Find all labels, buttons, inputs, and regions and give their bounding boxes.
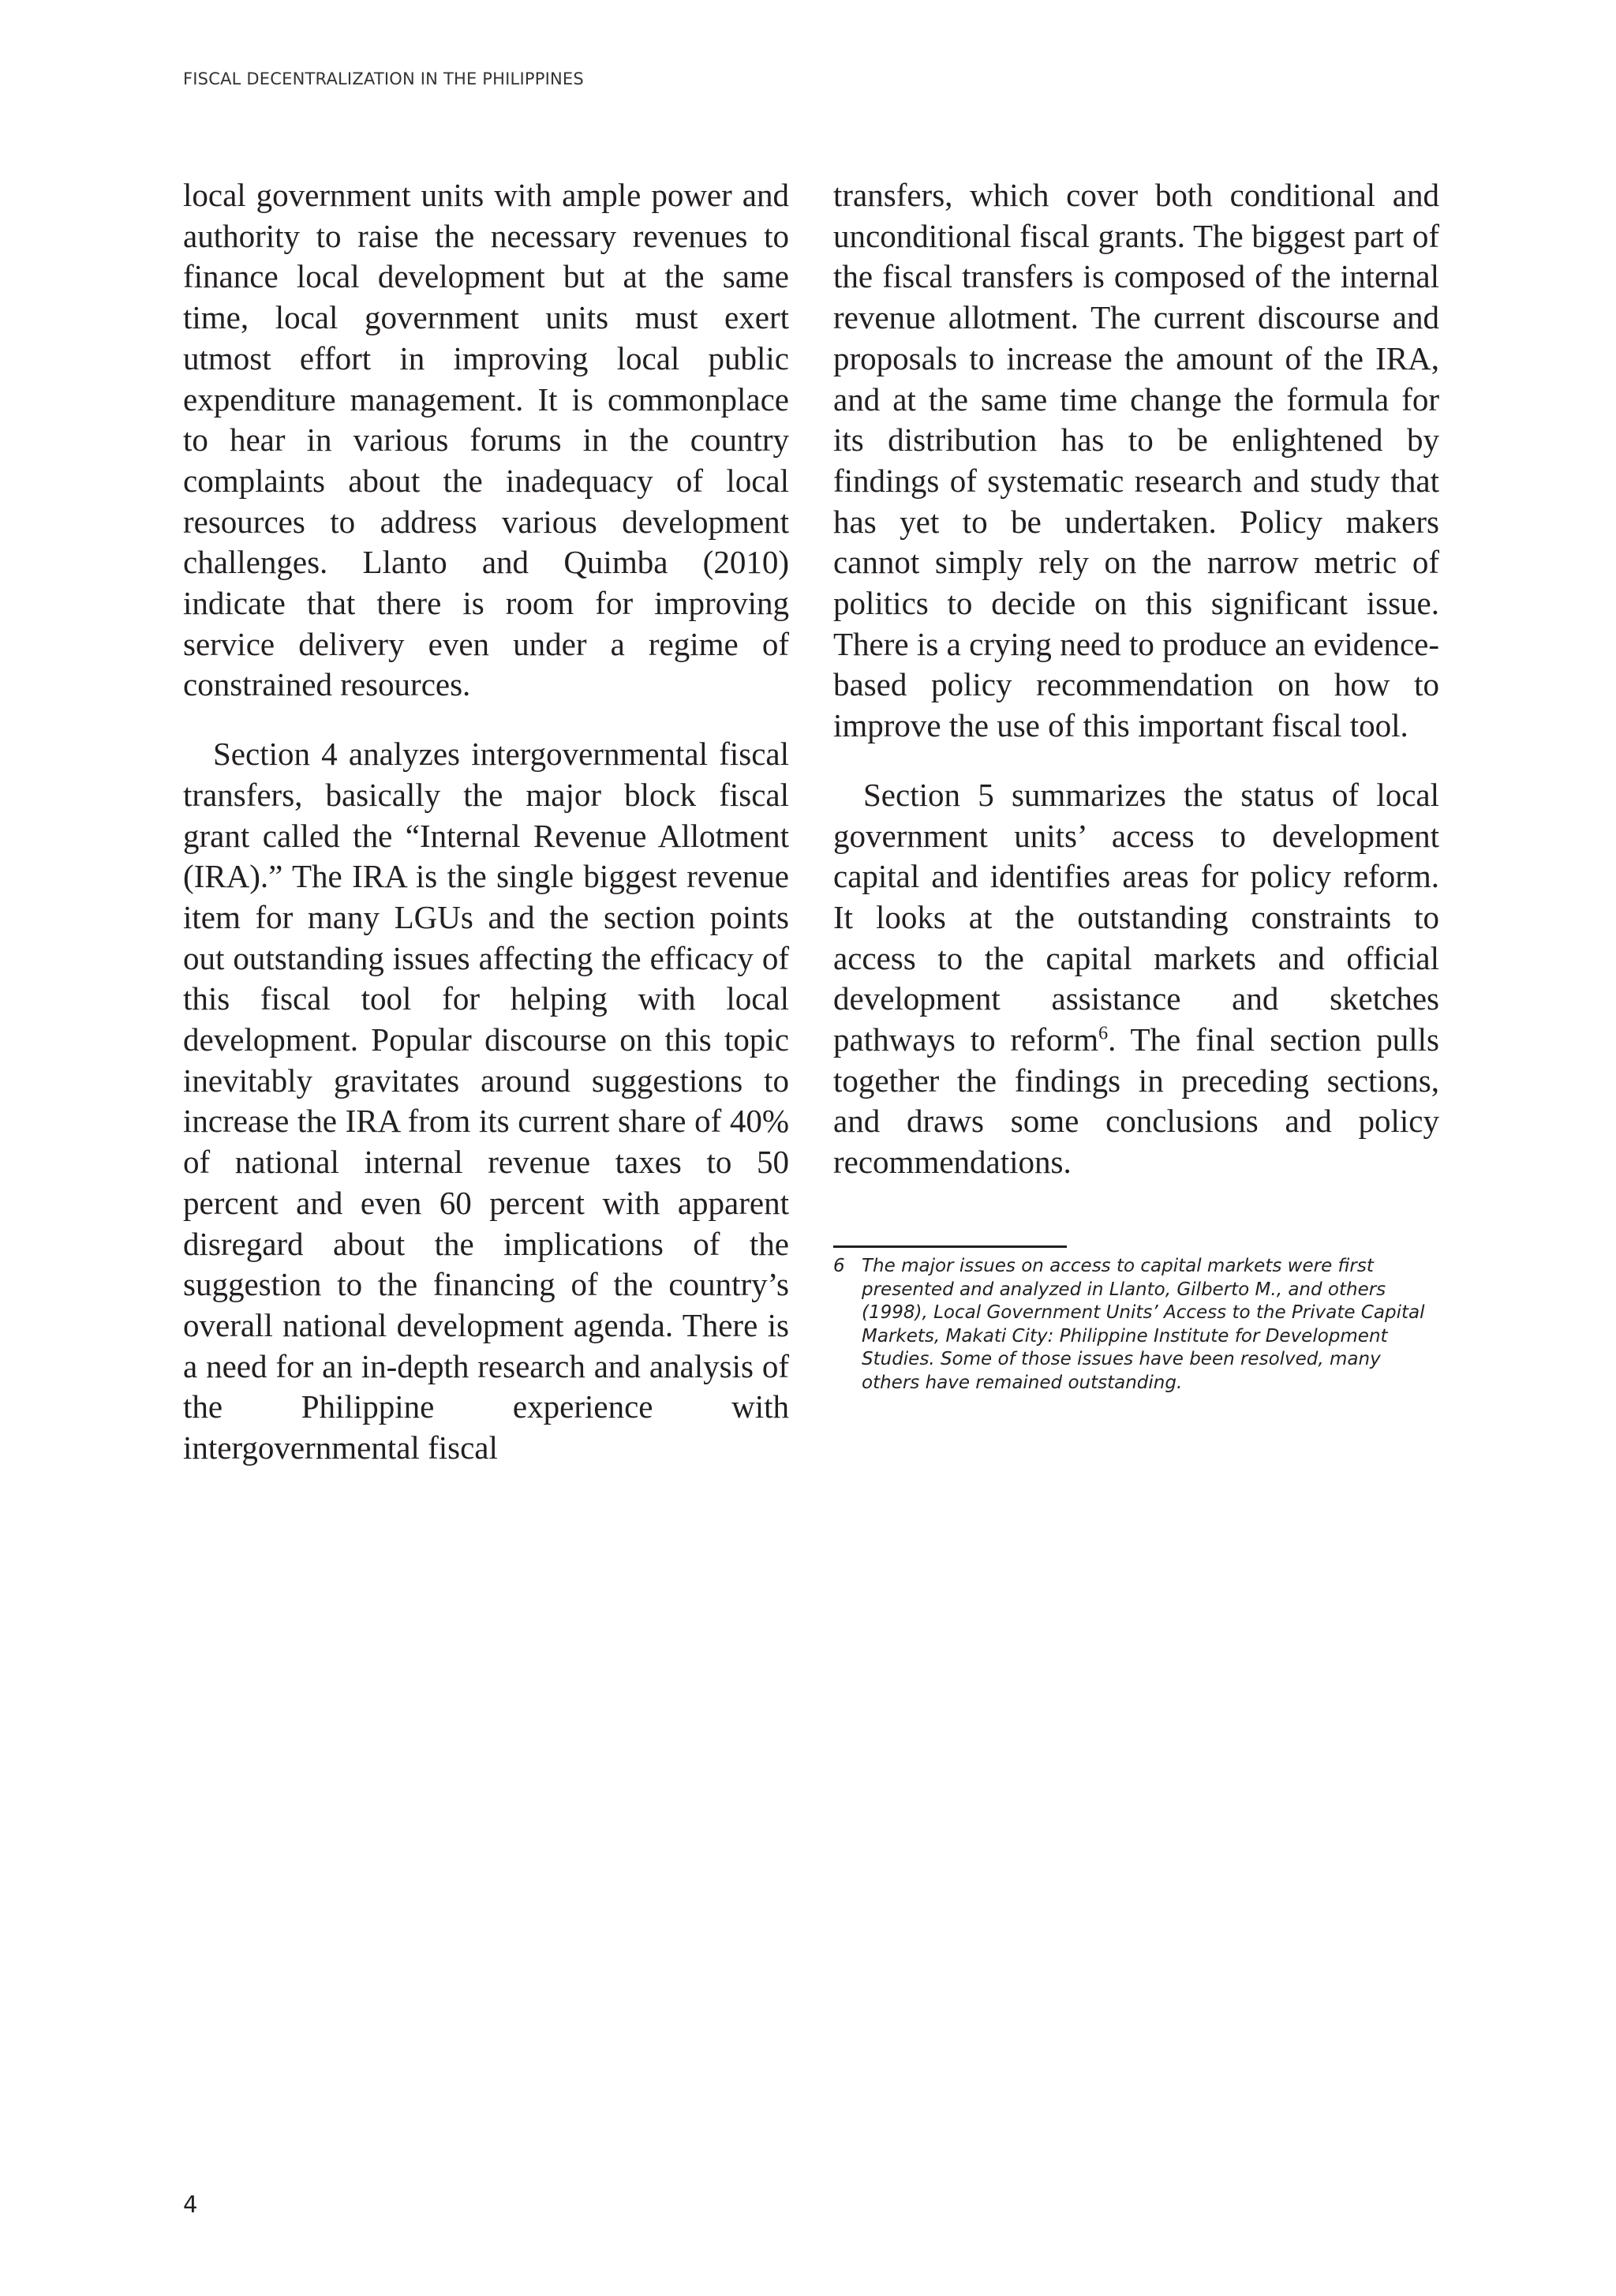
left-column [183, 175, 789, 1469]
section-5-text: Section 5 summarizes the status of local government units’ access to development capital and identifies areas for policy reform. It looks at the outstanding constraints to access to the capital markets and official development assistance and sketches pathways to reform [833, 776, 1439, 1058]
footnote-reference[interactable]: 6 [1098, 1023, 1109, 1044]
paragraph-section-4: Section 4 analyzes intergovernmental fiscal transfers, basically the major block fiscal grant called the “Internal Revenue Allotment (IRA).” The IRA is the single biggest revenue item for many LGUs and the section points out outstanding issues affecting the efficacy of this fiscal tool for helping with local development. Popular discourse on this topic inevitably gravitates around suggestions to increase the IRA from its current share of 40% of national internal revenue taxes to 50 percent and even 60 percent with apparent disregard about the implications of the suggestion to the financing of the country’s overall national development agenda. There is a need for an in-depth research and analysis of the Philippine experience with intergovernmental fiscal [183, 736, 789, 1466]
footnote [833, 1255, 1441, 1395]
running-header: FISCAL DECENTRALIZATION IN THE PHILIPPINES [183, 69, 584, 88]
footnote-number: 6 [833, 1256, 845, 1276]
page-number: 4 [183, 2191, 198, 2218]
paragraph-section-5 [833, 775, 1439, 1183]
paragraph-continued-transfers: transfers, which cover both conditional and unconditional fiscal grants. The biggest part of the fiscal transfers is composed of the internal revenue allotment. The current discourse and proposals to increase the amount of the IRA, and at the same time change the formula for its distribution has to be enlightened by findings of systematic research and study that has yet to be undertaken. Policy makers cannot simply rely on the narrow metric of politics to decide on this significant issue. There is a crying need to produce an evidence-based policy recommendation on how to improve the use of this important fiscal tool. [833, 177, 1439, 744]
footnote-text: The major issues on access to capital markets were first presented and analyzed in Llanto, Gilberto M., and others (1998), Local Government Units’ Access to the Private Capital Markets, Makati City: Philippine Institute for Development Studies. Some of those issues have been resolved, many others have remained outstanding. [862, 1256, 1425, 1393]
section-5-text-end: . The final section pulls together the findings in preceding sections, and draws some conclusions and policy recommendations. [833, 1021, 1439, 1181]
right-column [833, 175, 1439, 1183]
paragraph-continued: local government units with ample power and authority to raise the necessary revenues to finance local development but at the same time, local government units must exert utmost effort in improving local public expenditure management. It is commonplace to hear in various forums in the country complaints about the inadequacy of local resources to address various development challenges. Llanto and Quimba (2010) indicate that there is room for improving service delivery even under a regime of constrained resources. [183, 177, 789, 703]
footnote-divider [833, 1245, 1067, 1248]
